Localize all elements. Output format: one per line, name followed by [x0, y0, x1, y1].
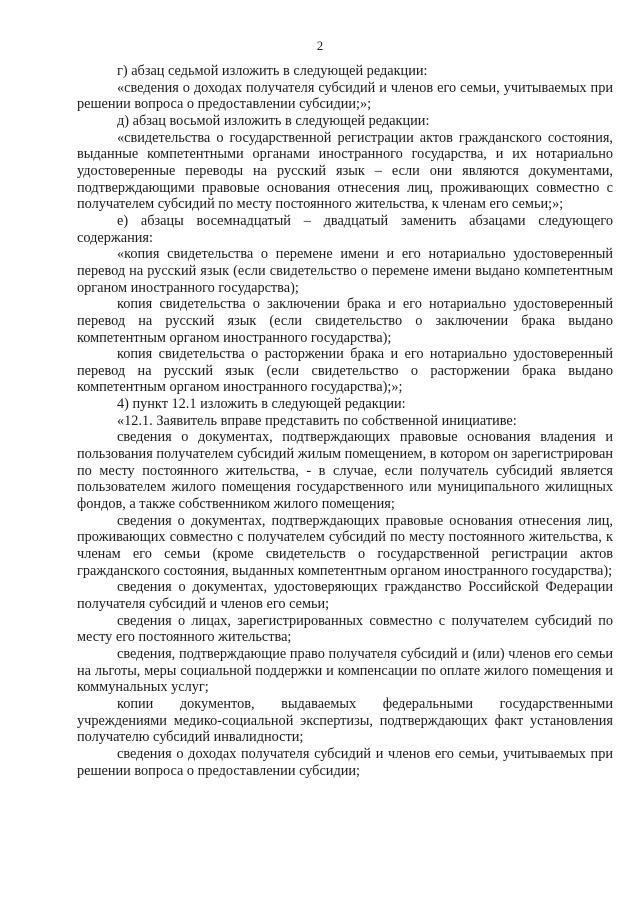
paragraph-amend-g: г) абзац седьмой изложить в следующей редакции: [117, 63, 428, 79]
paragraph-family-rights: сведения о документах, подтверждающих правовые основания отнесения лиц, проживающих совместно с получателем субсидий по месту постоянного жительства, к членам его семьи (кроме свидетельств о государственной регистрации актов гражданского состояния, выданных компетентным органом иностранного государства); [77, 512, 613, 579]
paragraph-marriage-copy: копия свидетельства о заключении брака и его нотариально удостоверенный перевод на русский язык (если свидетельство о заключении брака выдано компетентным органом иностранного государства); [77, 296, 613, 346]
paragraph-name-change-copy: «копия свидетельства о перемене имени и его нотариально удостоверенный перевод на русский язык (если свидетельство о перемене имени выдано компетентным органом иностранного государства); [77, 246, 613, 296]
paragraph-income-info: «сведения о доходах получателя субсидий и членов его семьи, учитываемых при решении вопроса о предоставлении субсидии;»; [77, 79, 613, 113]
paragraph-housing-rights: сведения о документах, подтверждающих правовые основания владения и пользования получателем субсидий жилым помещением, в котором он зарегистрирован по месту постоянного жительства, - в случае, если получатель субсидий является пользователем жилого помещения государственного или муниципального жилищных фондов, а также собственником жилого помещения; [77, 429, 613, 513]
paragraph-income-final: сведения о доходах получателя субсидий и членов его семьи, учитываемых при решении вопроса о предоставлении субсидии; [77, 745, 613, 779]
paragraph-12-1: «12.1. Заявитель вправе представить по собственной инициативе: [117, 412, 517, 429]
paragraph-civil-certificates: «свидетельства о государственной регистрации актов гражданского состояния, выданные компетентными органами иностранного государства, и их нотариально удостоверенные переводы на русский язык – если они являются документами, подтверждающими правовые основания отнесения лиц, проживающих совместно с получателем субсидий по месту постоянного жительства, к членам его семьи;»; [77, 129, 613, 213]
paragraph-citizenship: сведения о документах, удостоверяющих гражданство Российской Федерации получателя субсидий и членов его семьи; [77, 579, 613, 612]
paragraph-registered-persons: сведения о лицах, зарегистрированных совместно с получателем субсидий по месту его постоянного жительства; [77, 612, 613, 646]
paragraph-amend-d: д) абзац восьмой изложить в следующей редакции: [117, 112, 430, 129]
paragraph-item-4: 4) пункт 12.1 изложить в следующей редакции: [117, 396, 406, 413]
document-body [77, 63, 613, 779]
paragraph-amend-e: е) абзацы восемнадцатый – двадцатый заменить абзацами следующего содержания: [77, 212, 613, 246]
paragraph-disability: копии документов, выдаваемых федеральными государственными учреждениями медико-социальной экспертизы, подтверждающих факт установления получателю субсидий инвалидности; [77, 695, 613, 746]
page-number: 2 [316, 38, 324, 53]
paragraph-benefits: сведения, подтверждающие право получателя субсидий и (или) членов его семьи на льготы, меры социальной поддержки и компенсации по оплате жилого помещения и коммунальных услуг; [77, 645, 613, 696]
paragraph-divorce-copy: копия свидетельства о расторжении брака и его нотариально удостоверенный перевод на русский язык (если свидетельство о расторжении брака выдано компетентным органом иностранного государства);»; [77, 346, 613, 396]
